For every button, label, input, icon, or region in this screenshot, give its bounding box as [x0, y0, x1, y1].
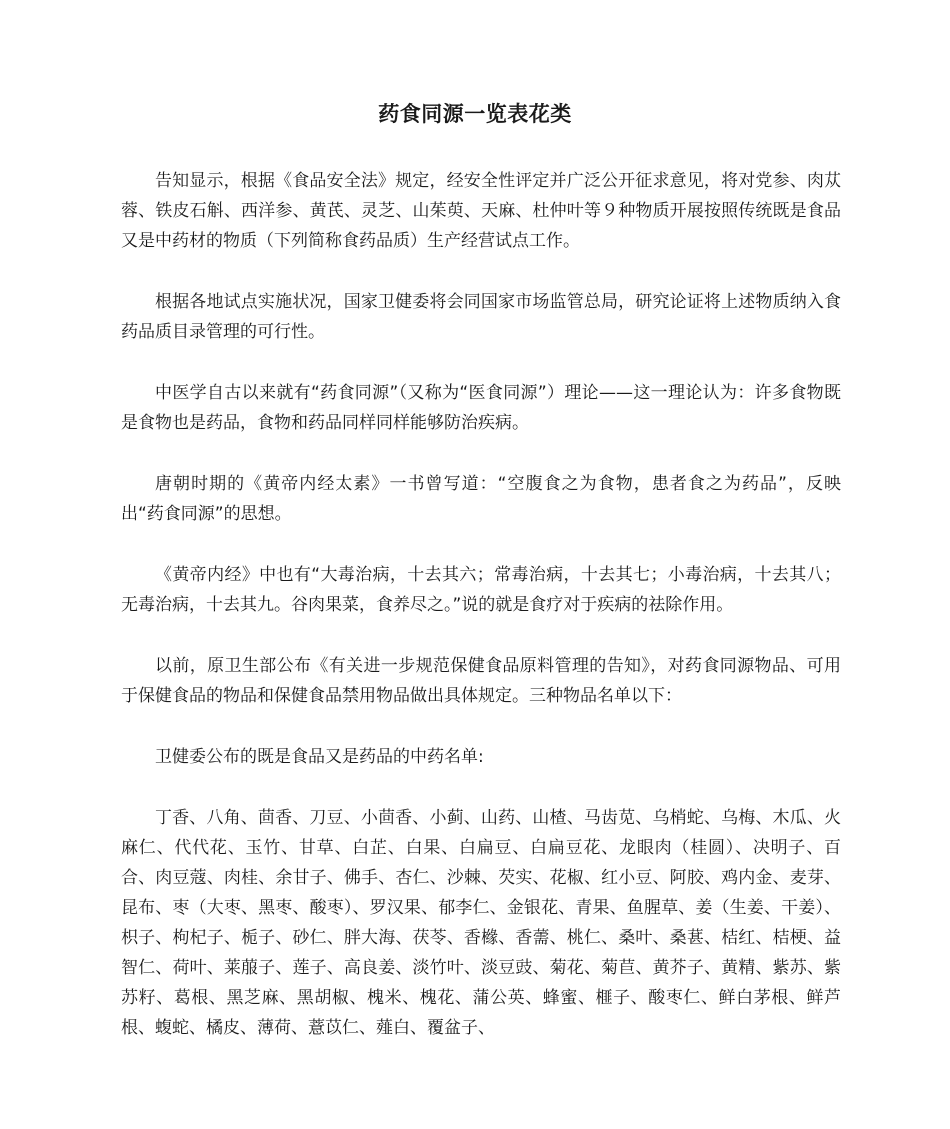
paragraph-tang-dynasty: 唐朝时期的《黄帝内经太素》一书曾写道：“空腹食之为食物，患者食之为药品”，反映出“药食同源”的思想。: [121, 474, 841, 524]
paragraph-regulation: 以前，原卫生部公布《有关进一步规范保健食品原料管理的告知》，对药食同源物品、可用于保健食品的物品和保健食品禁用物品做出具体规定。三种物品名单以下：: [121, 656, 841, 706]
paragraph-herb-list: 丁香、八角、茴香、刀豆、小茴香、小蓟、山药、山楂、马齿苋、乌梢蛇、乌梅、木瓜、火麻仁、代代花、玉竹、甘草、白芷、白果、白扁豆、白扁豆花、龙眼肉（桂圆）、决明子、百合、肉豆蔻、肉桂、余甘子、佛手、杏仁、沙棘、芡实、花椒、红小豆、阿胶、鸡内金、麦芽、昆布、枣（大枣、黑枣、酸枣）、罗汉果、郁李仁、金银花、青果、鱼腥草、姜（生姜、干姜）、枳子、枸杞子、栀子、砂仁、胖大海、茯苓、香橼、香薷、桃仁、桑叶、桑葚、桔红、桔梗、益智仁、荷叶、莱菔子、莲子、高良姜、淡竹叶、淡豆豉、菊花、菊苣、黄芥子、黄精、紫苏、紫苏籽、葛根、黑芝麻、黑胡椒、槐米、槐花、蒲公英、蜂蜜、榧子、酸枣仁、鲜白茅根、鲜芦根、蝮蛇、橘皮、薄荷、薏苡仁、薤白、覆盆子、: [121, 808, 841, 1038]
paragraph-list-heading: 卫健委公布的既是食品又是药品的中药名单:: [155, 747, 484, 767]
paragraph-huangdi-neijing: 《黄帝内经》中也有“大毒治病，十去其六；常毒治病，十去其七；小毒治病，十去其八；无毒治病，十去其九。谷肉果菜，食养尽之。”说的就是食疗对于疾病的祛除作用。: [121, 565, 841, 615]
paragraph-notice: 告知显示，根据《食品安全法》规定，经安全性评定并广泛公开征求意见，将对党参、肉苁蓉、铁皮石斛、西洋参、黄芪、灵芝、山茱萸、天麻、杜仲叶等９种物质开展按照传统既是食品又是中药材的物质（下列简称食药品质）生产经营试点工作。: [121, 171, 841, 251]
document-title: 药食同源一览表花类: [378, 102, 572, 126]
paragraph-pilot-status: 根据各地试点实施状况，国家卫健委将会同国家市场监管总局，研究论证将上述物质纳入食药品质目录管理的可行性。: [121, 292, 841, 342]
paragraph-theory: 中医学自古以来就有“药食同源”（又称为“医食同源”）理论——这一理论认为：许多食物既是食物也是药品，食物和药品同样同样能够防治疾病。: [121, 383, 841, 433]
document-body: [121, 166, 841, 1043]
